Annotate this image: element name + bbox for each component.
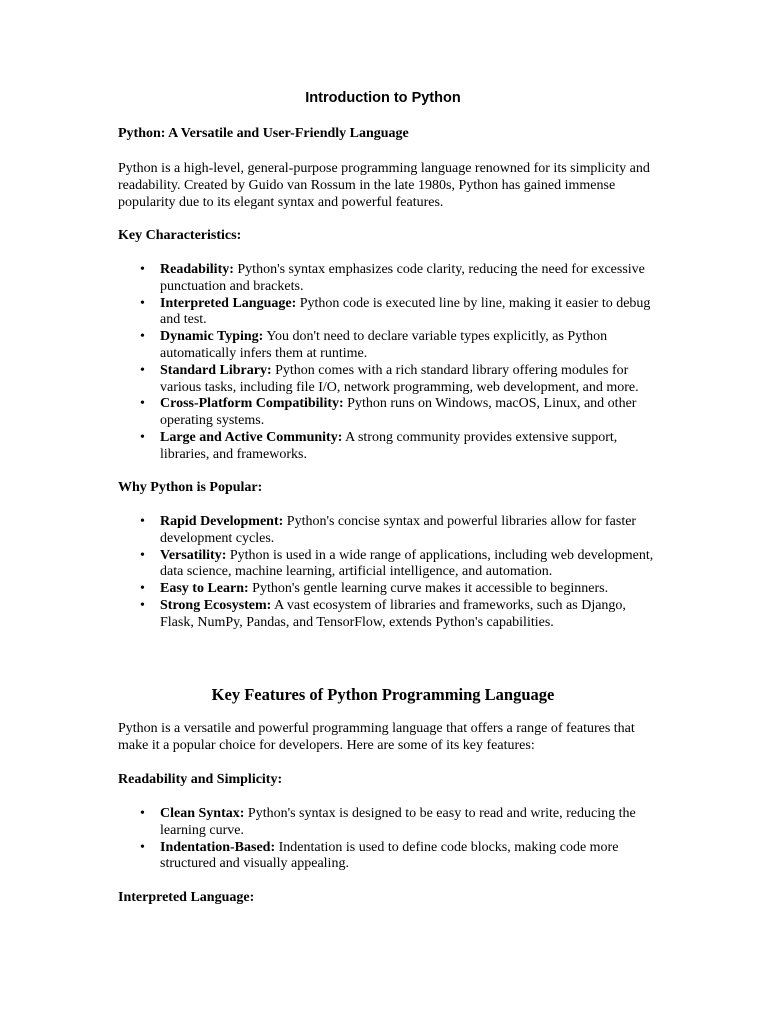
list-item <box>118 396 658 430</box>
list-item-text: Python runs on Windows, macOS, Linux, and other operating systems. <box>160 396 637 429</box>
list-item-term: Interpreted Language: <box>160 295 297 311</box>
list-item-term: Large and Active Community: <box>160 429 343 445</box>
why-popular-heading: Why Python is Popular: <box>118 480 263 495</box>
intro-paragraph: Python is a high-level, general-purpose programming language renowned for its simplicity and readability. Created by Guido van Rossum in the late 1980s, Python has gained immense popularity due to its elegant syntax and powerful features. <box>118 161 650 210</box>
list-item-text: Python's gentle learning curve makes it accessible to beginners. <box>248 581 609 597</box>
document-title: Introduction to Python <box>305 90 461 106</box>
list-item-term: Strong Ecosystem: <box>160 597 272 613</box>
readability-heading: Readability and Simplicity: <box>118 772 283 787</box>
features-intro-paragraph: Python is a versatile and powerful programming language that offers a range of features that make it a popular choice for developers. Here are some of its key features: <box>118 721 635 753</box>
list-item-text: Python comes with a rich standard library offering modules for various tasks, including file I/O, network programming, web development, and more. <box>160 362 639 395</box>
list-item-term: Dynamic Typing: <box>160 329 264 345</box>
why-popular-list <box>118 514 658 632</box>
list-item-text: Python's concise syntax and powerful libraries allow for faster development cycles. <box>160 514 637 546</box>
list-item <box>118 548 658 582</box>
list-item-term: Indentation-Based: <box>160 839 276 855</box>
list-item <box>118 329 658 363</box>
key-characteristics-heading: Key Characteristics: <box>118 228 242 243</box>
key-characteristics-list <box>118 262 658 464</box>
list-item-term: Cross-Platform Compatibility: <box>160 396 344 412</box>
list-item-term: Rapid Development: <box>160 514 284 529</box>
list-item <box>118 296 658 330</box>
list-item-text: Python's syntax emphasizes code clarity, reducing the need for excessive punctuation and brackets. <box>160 262 645 294</box>
list-item-text: Python's syntax is designed to be easy to read and write, reducing the learning curve. <box>160 806 636 838</box>
list-item-term: Readability: <box>160 262 234 277</box>
list-item <box>118 840 658 874</box>
list-item-term: Standard Library: <box>160 362 272 378</box>
subtitle-heading: Python: A Versatile and User-Friendly Language <box>118 126 409 141</box>
list-item-text: You don't need to declare variable types explicitly, as Python automatically infers them at runtime. <box>160 329 608 361</box>
list-item <box>118 598 658 632</box>
list-item-term: Versatility: <box>160 547 227 563</box>
list-item <box>118 363 658 397</box>
list-item <box>118 430 658 464</box>
list-item <box>118 581 658 598</box>
list-item <box>118 514 658 548</box>
list-item-text: Python code is executed line by line, making it easier to debug and test. <box>160 295 651 328</box>
list-item-text: Indentation is used to define code blocks, making code more structured and visually appealing. <box>160 839 619 872</box>
list-item-text: A vast ecosystem of libraries and frameworks, such as Django, Flask, NumPy, Pandas, and TensorFlow, extends Python's capabilities. <box>160 597 626 630</box>
features-section-title: Key Features of Python Programming Language <box>211 685 555 704</box>
list-item-term: Easy to Learn: <box>160 581 249 597</box>
list-item-term: Clean Syntax: <box>160 806 245 821</box>
list-item <box>118 262 658 296</box>
readability-list <box>118 806 658 873</box>
interpreted-language-heading: Interpreted Language: <box>118 890 255 905</box>
list-item <box>118 806 658 840</box>
list-item-text: A strong community provides extensive support, libraries, and frameworks. <box>160 429 618 462</box>
list-item-text: Python is used in a wide range of applications, including web development, data science, machine learning, artificial intelligence, and automation. <box>160 547 654 580</box>
